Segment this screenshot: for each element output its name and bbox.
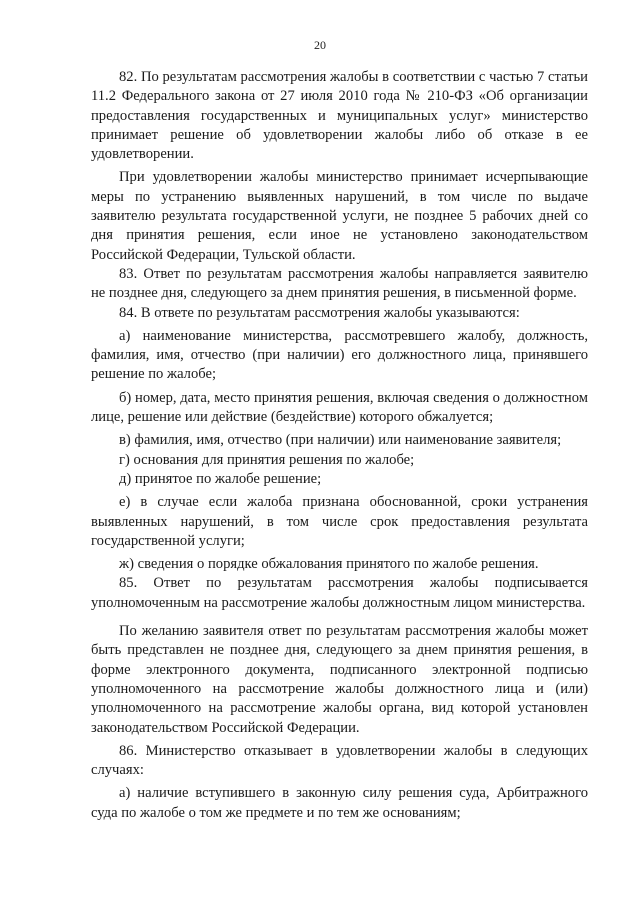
paragraph-electronic-response: По желанию заявителя ответ по результатам рассмотрения жалобы может быть представлен не позднее дня, следующего за днем принятия решения, в форме электронного документа, подписанного электронной подписью уполномоченного на рассмотрение жалобы должностного лица и (или) уполномоченного на рассмотрение жалобы органа, вид которой установлен законодательством Российской Федерации. [91,623,588,736]
list-item-e: е) в случае если жалоба признана обоснованной, сроки устранения выявленных нарушений, в том числе срок предоставления результата государственной услуги; [91,494,588,549]
paragraph-84: 84. В ответе по результатам рассмотрения жалобы указываются: [119,304,520,321]
paragraph-86: 86. Министерство отказывает в удовлетворении жалобы в следующих случаях: [91,742,588,779]
list-item-b: б) номер, дата, место принятия решения, включая сведения о должностном лице, решение или действие (бездействие) которого обжалуется; [91,389,588,426]
list-item-a: а) наименование министерства, рассмотревшего жалобу, должность, фамилия, имя, отчество (при наличии) его должностного лица, принявшего решение по жалобе; [91,327,588,383]
paragraph-satisfaction-measures: При удовлетворении жалобы министерство принимает исчерпывающие меры по устранению выявленных нарушений, в том числе по выдаче заявителю результата государственной услуги, не позднее 5 рабочих дней со дня принятия решения, если иное не установлено законодательством Российской Федерации, Тульской области. [91,169,588,263]
paragraph-82: 82. По результатам рассмотрения жалобы в соответствии с частью 7 статьи 11.2 Федерального закона от 27 июля 2010 года № 210-ФЗ «Об организации предоставления государственных и муниципальных услуг» министерство принимает решение об удовлетворении жалобы либо об отказе в ее удовлетворении. [91,69,588,163]
document-body [91,68,588,823]
paragraph-85: 85. Ответ по результатам рассмотрения жалобы подписывается уполномоченным на рассмотрение жалобы должностным лицом министерства. [91,575,588,611]
refusal-item-a: а) наличие вступившего в законную силу решения суда, Арбитражного суда по жалобе о том же предмете и по тем же основаниям; [91,785,588,821]
list-item-d: д) принятое по жалобе решение; [119,470,322,487]
list-item-g: г) основания для принятия решения по жалобе; [119,451,415,468]
page-number: 20 [314,38,326,52]
paragraph-83: 83. Ответ по результатам рассмотрения жалобы направляется заявителю не позднее дня, следующего за днем принятия решения, в письменной форме. [91,265,588,302]
list-item-v: в) фамилия, имя, отчество (при наличии) или наименование заявителя; [119,432,562,449]
list-item-zh: ж) сведения о порядке обжалования принятого по жалобе решения. [119,556,539,573]
